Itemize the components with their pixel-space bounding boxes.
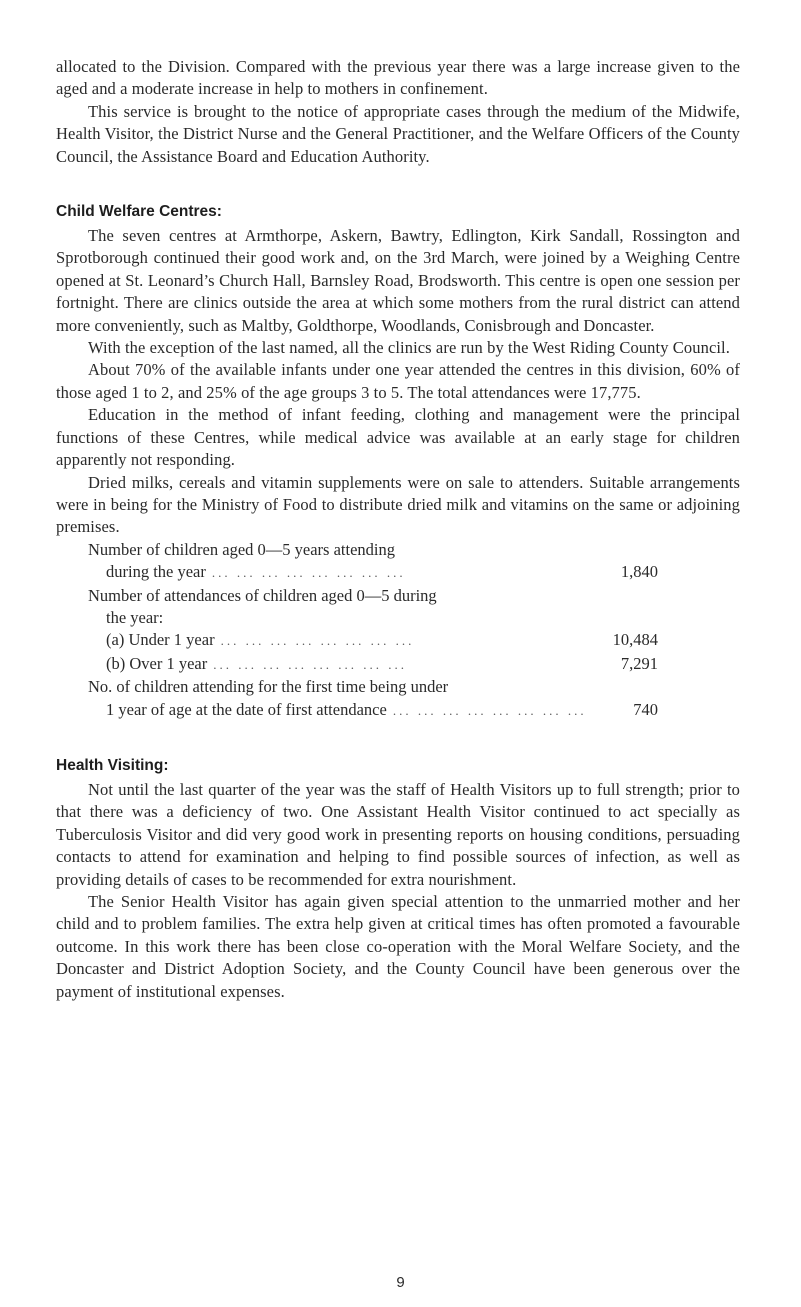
stat-label: Number of children aged 0—5 years attending	[88, 539, 395, 559]
paragraph-allocation: allocated to the Division. Compared with the previous year there was a large increase given to the aged and a moderate increase in help to mothers in confinement.	[56, 57, 740, 99]
attendance-statistics	[88, 539, 658, 722]
stat-label: during the year	[106, 562, 206, 582]
heading-child-welfare: Child Welfare Centres:	[56, 203, 222, 221]
paragraph-west-riding: With the exception of the last named, all the clinics are run by the West Riding County Council.	[88, 338, 730, 358]
stat-row-under-1-year	[88, 629, 658, 652]
paragraph-service-notice: This service is brought to the notice of appropriate cases through the medium of the Midwife, Health Visitor, the District Nurse and the General Practitioner, and the Welfare Officers of the County Council, the Assistance Board and Education Authority.	[56, 101, 740, 166]
stat-row-attendances	[88, 585, 658, 607]
stat-value: 1,840	[620, 562, 658, 582]
stat-row-children-attending	[88, 539, 658, 561]
leader-dots: ... ... ... ... ... ... ... ...	[392, 702, 587, 718]
stat-label: Number of attendances of children aged 0—5 during	[88, 585, 437, 605]
stat-row-first-time-cont	[88, 699, 658, 722]
paragraph-senior-visitor: The Senior Health Visitor has again given special attention to the unmarried mother and her child and to problem families. The extra help given at critical times has often promoted a favourable outcome. In this work there has been close co-operation with the Moral Welfare Society, and the Doncaster and District Adoption Society, and the County Council have been generous over the payment of institutional expenses.	[56, 892, 740, 1001]
stat-label: No. of children attending for the first time being under	[88, 677, 449, 697]
document-page	[56, 56, 740, 1003]
paragraph-attendance-percent: About 70% of the available infants under one year attended the centres in this division, 60% of those aged 1 to 2, and 25% of the age groups 3 to 5. The total attendances were 17,775.	[56, 360, 740, 402]
stat-value: 10,484	[612, 630, 658, 650]
leader-dots: ... ... ... ... ... ... ... ...	[211, 565, 406, 581]
paragraph-centres: The seven centres at Armthorpe, Askern, Bawtry, Edlington, Kirk Sandall, Rossington and Sprotborough continued their good work and, on the 3rd March, were joined by a Weighing Centre opened at St. Leonard’s Church Hall, Barnsley Road, Brodsworth. This centre is open one session per fortnight. There are clinics outside the area at which some mothers from the rural district can attend more conveniently, such as Maltby, Goldthorpe, Woodlands, Conisbrough and Doncaster.	[56, 226, 740, 335]
paragraph-education: Education in the method of infant feeding, clothing and management were the principal functions of these Centres, while medical advice was available at an early stage for children apparently not responding.	[56, 405, 740, 470]
stat-value: 740	[633, 699, 658, 719]
stat-value: 7,291	[620, 653, 658, 673]
leader-dots: ... ... ... ... ... ... ... ...	[220, 633, 415, 649]
stat-row-over-1-year	[88, 653, 658, 676]
leader-dots: ... ... ... ... ... ... ... ...	[213, 656, 407, 672]
stat-label: (a) Under 1 year	[106, 630, 215, 650]
page-number: 9	[396, 1274, 405, 1291]
paragraph-staff: Not until the last quarter of the year was the staff of Health Visitors up to full strength; prior to that there was a deficiency of two. One Assistant Health Visitor continued to act specially as Tuberculosis Visitor and did very good work in presenting reports on housing conditions, persuading contacts to attend for examination and helping to find possible sources of infection, as well as providing details of cases to be recommended for extra nourishment.	[56, 779, 740, 889]
stat-label: the year:	[106, 607, 164, 627]
stat-label: 1 year of age at the date of first attendance	[106, 699, 387, 719]
stat-row-children-attending-cont	[88, 561, 658, 584]
paragraph-dried-milks: Dried milks, cereals and vitamin supplements were on sale to attenders. Suitable arrangements were in being for the Ministry of Food to distribute dried milk and vitamins on the same or adjoining premises.	[56, 472, 740, 537]
stat-label: (b) Over 1 year	[106, 653, 208, 673]
heading-health-visiting: Health Visiting:	[56, 756, 169, 774]
stat-row-first-time	[88, 676, 658, 698]
stat-row-attendances-cont	[88, 607, 658, 629]
